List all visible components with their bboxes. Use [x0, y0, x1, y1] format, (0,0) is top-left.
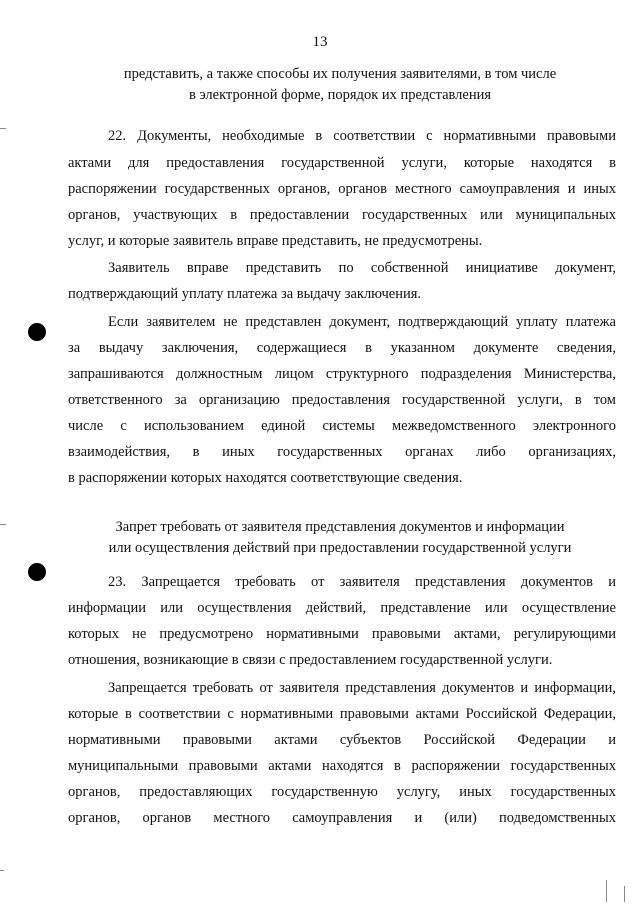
text-line: запрашиваются должностным лицом структурного подразделения Министерства, [68, 366, 616, 382]
text-line: органов, органов местного самоуправления и (или) подведомственных [68, 810, 616, 826]
heading-line: или осуществления действий при предоставлении государственной услуги [108, 540, 572, 556]
text-line: распоряжении государственных органов, органов местного самоуправления и иных [68, 181, 616, 197]
text-line: органов, предоставляющих государственную услугу, иных государственных [68, 784, 616, 800]
text-line: информации или осуществления действий, представление или осуществление [68, 600, 616, 616]
heading-line: в электронной форме, порядок их представления [188, 87, 492, 103]
scan-edge-mark [0, 524, 6, 525]
text-line: актами для предоставления государственной услуги, которые находятся в [68, 155, 616, 171]
text-line: отношения, возникающие в связи с предоставлением государственной услуги. [68, 652, 553, 668]
text-line: за выдачу заключения, содержащиеся в указанном документе сведения, [68, 340, 616, 356]
binder-hole-bottom [28, 563, 46, 581]
text-line: муниципальными правовыми актами находятся в распоряжении государственных [68, 758, 616, 774]
heading-line: Запрет требовать от заявителя представления документов и информации [115, 519, 565, 535]
text-line: 23. Запрещается требовать от заявителя представления документов и [108, 574, 616, 590]
text-line: нормативными правовыми актами субъектов Российской Федерации и [68, 732, 616, 748]
text-line: числе с использованием единой системы межведомственного электронного [68, 418, 616, 434]
text-line: органов, участвующих в предоставлении государственных или муниципальных [68, 207, 616, 223]
text-line: которые в соответствии с нормативными правовыми актами Российской Федерации, [68, 706, 616, 722]
scan-edge-mark [624, 886, 625, 902]
text-line: ответственного за организацию предоставления государственной услуги, в том [68, 392, 616, 408]
text-line: взаимодействия, в иных государственных органах либо организациях, [68, 444, 616, 460]
text-line: Запрещается требовать от заявителя представления документов и информации, [108, 680, 616, 696]
text-line: подтверждающий уплату платежа за выдачу заключения. [68, 286, 422, 302]
binder-hole-top [28, 323, 46, 341]
text-line: Если заявителем не представлен документ, подтверждающий уплату платежа [108, 314, 616, 330]
page-number: 13 [312, 34, 328, 50]
text-line: которых не предусмотрено нормативными правовыми актами, регулирующими [68, 626, 616, 642]
scan-edge-mark [606, 880, 607, 902]
text-line: Заявитель вправе представить по собственной инициативе документ, [108, 260, 616, 276]
text-line: 22. Документы, необходимые в соответствии с нормативными правовыми [108, 128, 616, 144]
text-line: услуг, и которые заявитель вправе представить, не предусмотрены. [68, 233, 483, 249]
scan-edge-mark [0, 870, 4, 871]
heading-line: представить, а также способы их получения заявителями, в том числе [123, 66, 557, 82]
scan-edge-mark [0, 128, 6, 129]
text-line: в распоряжении которых находятся соответствующие сведения. [68, 470, 463, 486]
